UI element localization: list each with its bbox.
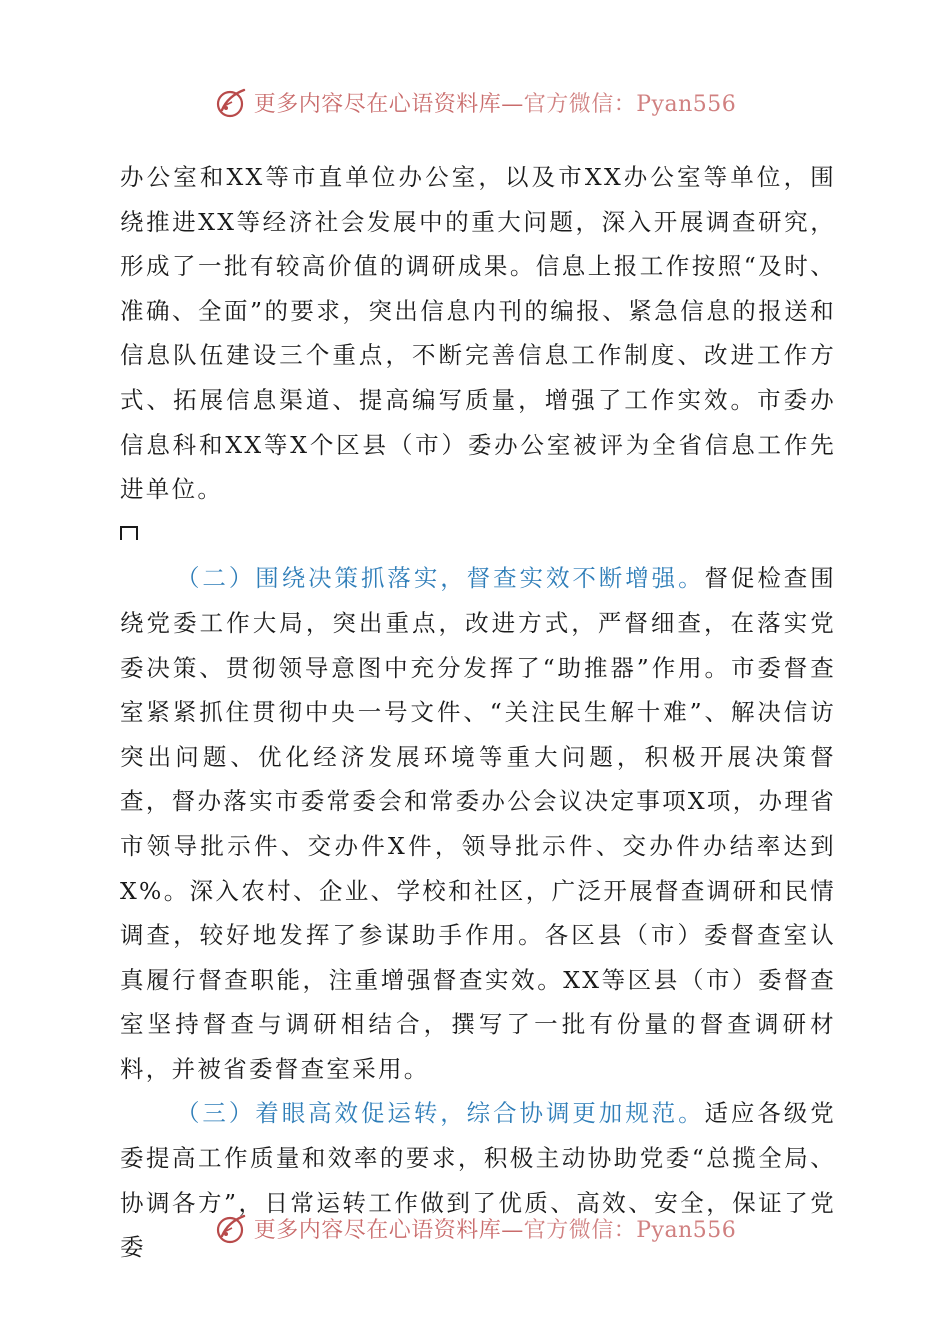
document-body	[120, 155, 836, 1270]
paragraph-3-text: 适应各级党委提高工作质量和效率的要求，积极主动协助党委“总揽全局、协调各方”，日常运转工作做到了优质、高效、安全，保证了党委	[120, 1099, 836, 1262]
paragraph-2	[120, 556, 836, 1091]
header-banner	[0, 82, 950, 122]
paragraph-1	[120, 155, 836, 512]
section-heading-3: （三）着眼高效促运转，综合协调更加规范。	[176, 1099, 705, 1128]
section-marker	[120, 512, 836, 557]
paragraph-1-text: 办公室和XX等市直单位办公室，以及市XX办公室等单位，围绕推进XX等经济社会发展中的重大问题，深入开展调查研究，形成了一批有较高价值的调研成果。信息上报工作按照“及时、准确、全面”的要求，突出信息内刊的编报、紧急信息的报送和信息队伍建设三个重点，不断完善信息工作制度、改进工作方式、拓展信息渠道、提高编写质量，增强了工作实效。市委办信息科和XX等X个区县（市）委办公室被评为全省信息工作先进单位。	[120, 163, 836, 504]
banner-text: 更多内容尽在心语资料库—官方微信：Pyan556	[253, 91, 737, 117]
section-heading-2: （二）围绕决策抓落实，督查实效不断增强。	[176, 564, 705, 593]
footer-banner	[0, 1208, 950, 1248]
pen-circle-logo-icon	[214, 84, 250, 120]
paragraph-2-text: 督促检查围绕党委工作大局，突出重点，改进方式，严督细查，在落实党委决策、贯彻领导意图中充分发挥了“助推器”作用。市委督查室紧紧抓住贯彻中央一号文件、“关注民生解十难”、解决信访突出问题、优化经济发展环境等重大问题，积极开展决策督查，督办落实市委常委会和常委办公会议决定事项X项，办理省市领导批示件、交办件X件，领导批示件、交办件办结率达到X%。深入农村、企业、学校和社区，广泛开展督查调研和民情调查，较好地发挥了参谋助手作用。各区县（市）委督查室认真履行督查职能，注重增强督查实效。XX等区县（市）委督查室坚持督查与调研相结合，撰写了一批有份量的督查调研材料，并被省委督查室采用。	[120, 564, 836, 1083]
pen-circle-logo-icon	[214, 1210, 250, 1246]
banner-text: 更多内容尽在心语资料库—官方微信：Pyan556	[253, 1217, 737, 1243]
